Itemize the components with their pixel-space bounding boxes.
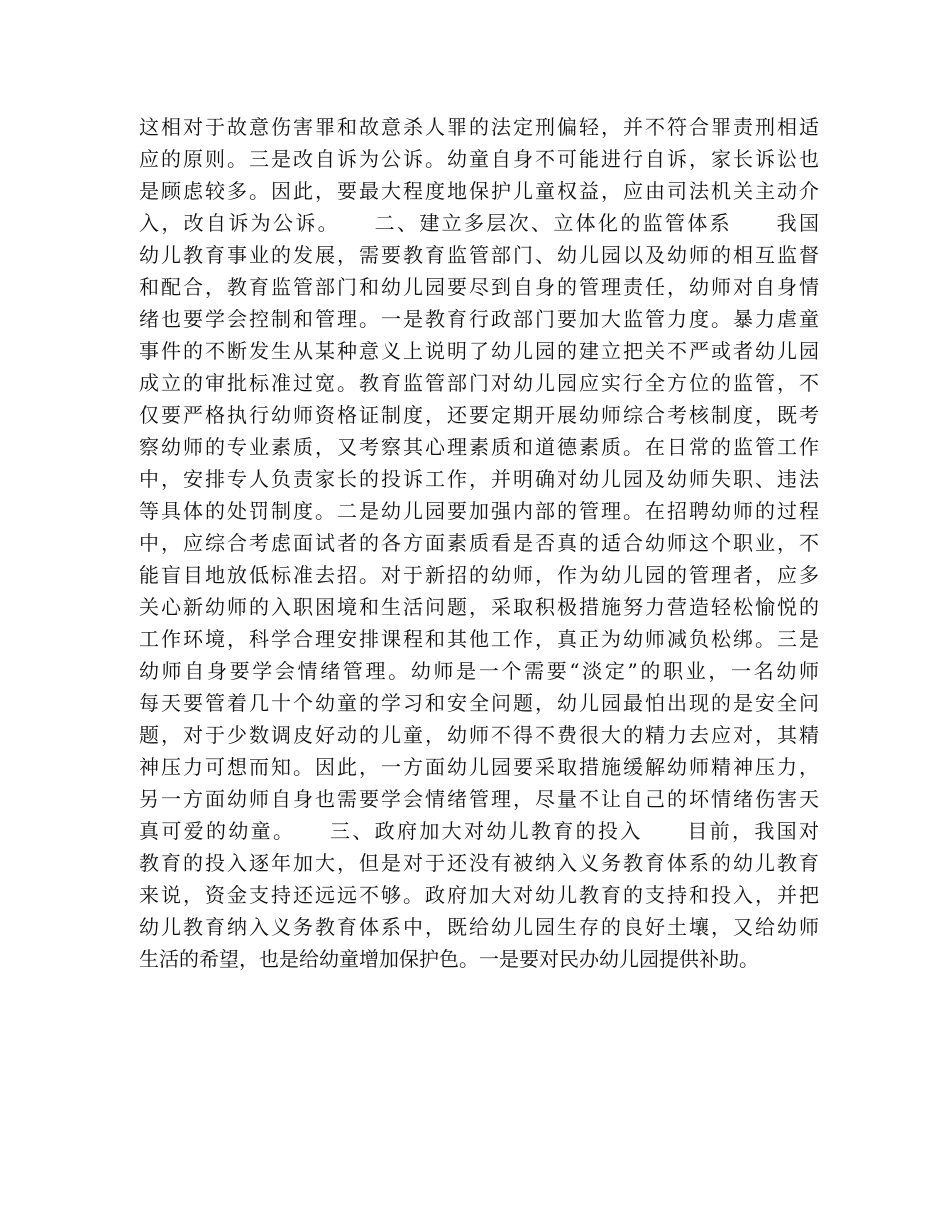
text-line: 和配合，教育监管部门和幼儿园要尽到自身的管理责任，幼师对自身情 [139, 275, 819, 299]
text-line: 关心新幼师的入职困境和生活问题，采取积极措施努力营造轻松愉悦的 [139, 595, 819, 619]
text-line: 是顾虑较多。因此，要最大程度地保护儿童权益，应由司法机关主动介 [139, 179, 819, 203]
text-line: 神压力可想而知。因此，一方面幼儿园要采取措施缓解幼师精神压力， [139, 755, 819, 779]
text-line: 中，应综合考虑面试者的各方面素质看是否真的适合幼师这个职业，不 [139, 531, 819, 555]
text-line: 教育的投入逐年加大，但是对于还没有被纳入义务教育体系的幼儿教育 [139, 851, 819, 875]
text-line: 幼儿教育事业的发展，需要教育监管部门、幼儿园以及幼师的相互监督 [139, 243, 819, 267]
text-line: 题，对于少数调皮好动的儿童，幼师不得不费很大的精力去应对，其精 [139, 723, 819, 747]
text-line: 另一方面幼师自身也需要学会情绪管理，尽量不让自己的坏情绪伤害天 [139, 787, 819, 811]
text-line: 幼师自身要学会情绪管理。幼师是一个需要“淡定”的职业，一名幼师 [139, 659, 819, 683]
text-line: 等具体的处罚制度。二是幼儿园要加强内部的管理。在招聘幼师的过程 [139, 499, 819, 523]
text-line: 真可爱的幼童。 三、政府加大对幼儿教育的投入 目前，我国对 [139, 819, 819, 843]
text-line: 事件的不断发生从某种意义上说明了幼儿园的建立把关不严或者幼儿园 [139, 339, 819, 363]
text-line: 工作环境，科学合理安排课程和其他工作，真正为幼师减负松绑。三是 [139, 627, 819, 651]
text-line: 入，改自诉为公诉。 二、建立多层次、立体化的监管体系 我国 [139, 211, 819, 235]
text-line: 绪也要学会控制和管理。一是教育行政部门要加大监管力度。暴力虐童 [139, 307, 819, 331]
text-line: 中，安排专人负责家长的投诉工作，并明确对幼儿园及幼师失职、违法 [139, 467, 819, 491]
text-line: 能盲目地放低标准去招。对于新招的幼师，作为幼儿园的管理者，应多 [139, 563, 819, 587]
text-line: 成立的审批标准过宽。教育监管部门对幼儿园应实行全方位的监管，不 [139, 371, 819, 395]
document-body [139, 111, 819, 975]
text-line: 应的原则。三是改自诉为公诉。幼童自身不可能进行自诉，家长诉讼也 [139, 147, 819, 171]
text-line: 幼儿教育纳入义务教育体系中，既给幼儿园生存的良好土壤，又给幼师 [139, 915, 819, 939]
text-line: 仅要严格执行幼师资格证制度，还要定期开展幼师综合考核制度，既考 [139, 403, 819, 427]
text-line: 生活的希望，也是给幼童增加保护色。一是要对民办幼儿园提供补助。 [139, 947, 759, 971]
text-line: 这相对于故意伤害罪和故意杀人罪的法定刑偏轻，并不符合罪责刑相适 [139, 115, 819, 139]
text-line: 察幼师的专业素质，又考察其心理素质和道德素质。在日常的监管工作 [139, 435, 819, 459]
text-line: 每天要管着几十个幼童的学习和安全问题，幼儿园最怕出现的是安全问 [139, 691, 819, 715]
text-line: 来说，资金支持还远远不够。政府加大对幼儿教育的支持和投入，并把 [139, 883, 819, 907]
